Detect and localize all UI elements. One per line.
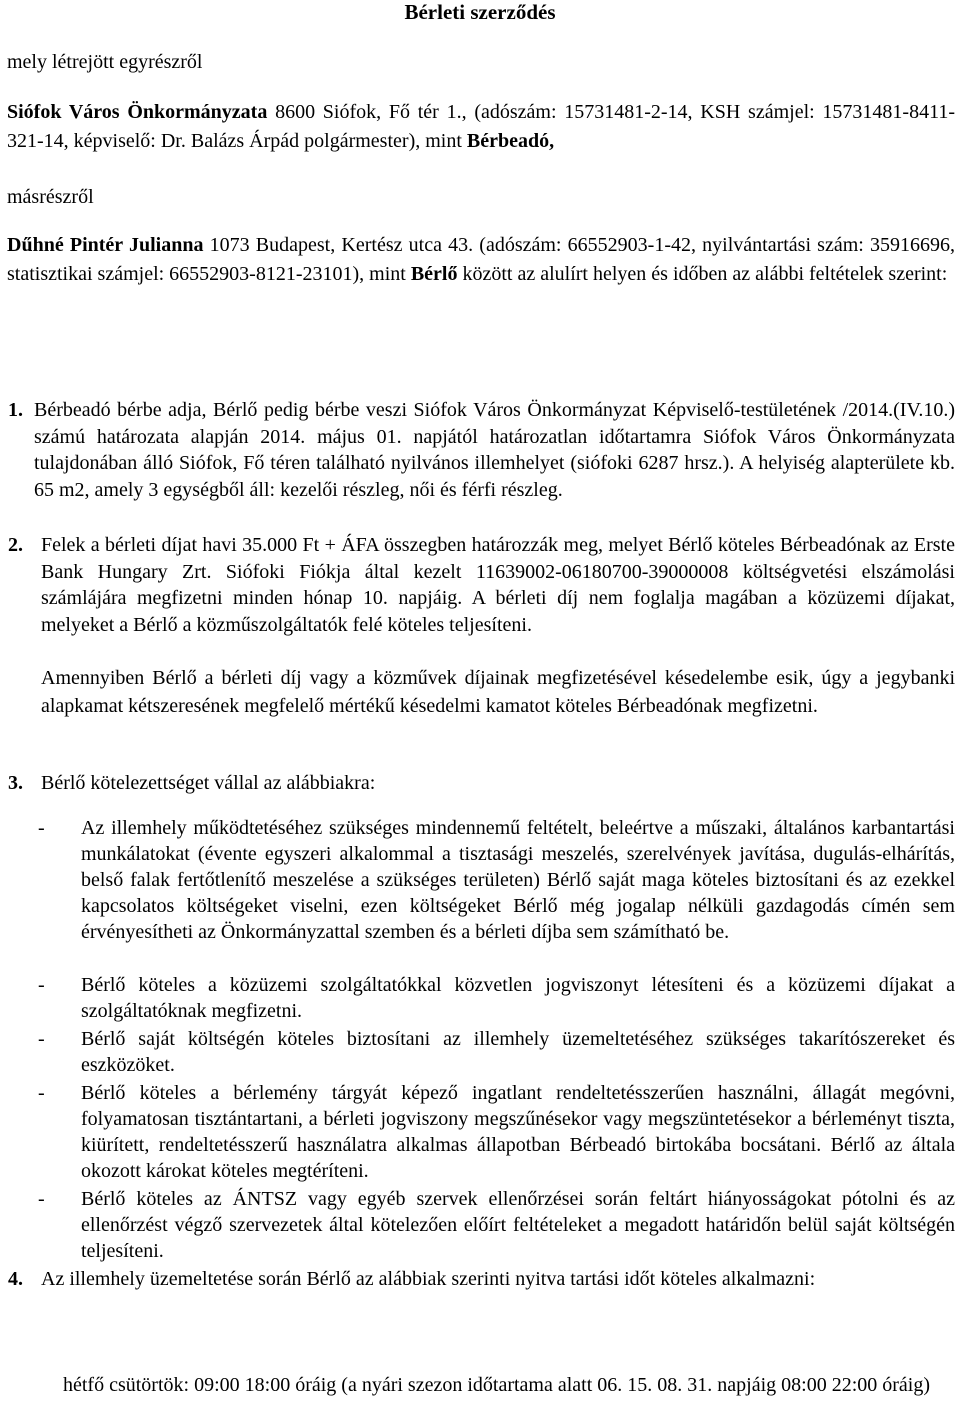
list-item: Bérlő köteles a közüzemi szolgáltatókkal közvetlen jogviszonyt létesíteni és a közüzemi díjakat a szolgáltatóknak megfizetni. — [81, 974, 955, 1022]
opening-hours: hétfő csütörtök: 09:00 18:00 óráig (a nyári szezon időtartama alatt 06. 15. 08. 31. napjáig 08:00 22:00 óráig) — [63, 1374, 931, 1396]
section-4-text: Az illemhely üzemeltetése során Bérlő az alábbiak szerinti nyitva tartási időt köteles alkalmazni: — [41, 1268, 816, 1290]
list-item: Bérlő köteles az ÁNTSZ vagy egyéb szervek ellenőrzései során feltárt hiányosságokat pótolni és az ellenőrzést végző szervezetek által kötelezően előírt feltételeket a megadott határidőn belül saját költségén teljesíteni. — [81, 1188, 955, 1262]
tenant-name: Dűhné Pintér Julianna — [7, 234, 204, 256]
section-1-number: 1. — [8, 399, 23, 421]
section-1-text: Bérbeadó bérbe adja, Bérlő pedig bérbe veszi Siófok Város Önkormányzat Képviselő-testületének /2014.(IV.10.) számú határozata alapján 2014. május 01. napjától határozatlan időtartamra Siófok Város Önkormányzata tulajdonában álló Siófok, Fő téren található nyilvános illemhelyet (siófoki 6287 hrsz.). A helyiség alapterülete kb. 65 m2, amely 3 egységből áll: kezelői részleg, női és férfi részleg. — [34, 399, 955, 501]
list-item: Bérlő saját költségén köteles biztosítani az illemhely üzemeltetéséhez szükséges takarítószereket és eszközöket. — [81, 1028, 955, 1076]
landlord-details: 8600 Siófok, Fő tér 1., (adószám: 15731481-2-14, KSH számjel: 15731481-8411-321-14, képviselő: Dr. Balázs Árpád polgármester), mint — [7, 101, 956, 152]
landlord-paragraph — [7, 98, 955, 155]
bullet-dash: - — [38, 1028, 45, 1050]
section-4-number: 4. — [8, 1268, 23, 1290]
bullet-dash: - — [38, 817, 45, 839]
tenant-paragraph — [7, 231, 955, 288]
tenant-closing: között az alulírt helyen és időben az alábbi feltételek szerint: — [457, 262, 948, 285]
tenant-details: 1073 Budapest, Kertész utca 43. (adószám: 66552903-1-42, nyilvántartási szám: 35916696, statisztikai számjel: 66552903-8121-23101), mint — [7, 234, 955, 285]
bullet-dash: - — [38, 1082, 45, 1104]
section-2-number: 2. — [8, 534, 23, 556]
list-item: Bérlő köteles a bérlemény tárgyát képező ingatlant rendeltetésszerűen használni, állagát megóvni, folyamatosan tisztántartani, a bérleti jogviszony megszűnésekor vagy megszüntetésekor a bérleményt tiszta, kiürített, rendeltetésszerű használatra alkalmas állapotban Bérbeadó birtokába bocsátani. Bérlő az általa okozott károkat köteles megtéríteni. — [81, 1082, 955, 1182]
section-2-text: Felek a bérleti díjat havi 35.000 Ft + ÁFA összegben határozzák meg, melyet Bérlő köteles Bérbeadónak az Erste Bank Hungary Zrt. Siófoki Fiókja által kezelt 11639002-06180700-39000008 költségvetési elszámolási számlájára megfizetni minden hónap 10. napjáig. A bérleti díj nem foglalja magában a közüzemi díjakat, melyeket a Bérlő a közműszolgáltatók felé köteles teljesíteni. — [41, 534, 955, 636]
bullet-dash: - — [38, 1188, 45, 1210]
list-item: Az illemhely működtetéséhez szükséges mindennemű feltételt, beleértve a műszaki, általános karbantartási munkálatokat (évente egyszeri alkalommal a tisztasági meszelés, szerelvények javítása, dugulás-elhárítás, belső falak fertőtlenítő meszelése a szükséges területen) Bérlő saját maga köteles biztosítani és az ezekkel kapcsolatos költségeket viselni, ezen költségeket Bérlő még jogalap nélküli gazdagodás címén sem érvényesítheti az Önkormányzattal szemben és a bérleti díjba sem számítható be. — [81, 817, 955, 943]
section-3-number: 3. — [8, 772, 23, 794]
intro-text: mely létrejött egyrészről — [7, 51, 203, 73]
section-2-text-late-payment: Amennyiben Bérlő a bérleti díj vagy a közművek díjainak megfizetésével késedelembe esik, úgy a jegybanki alapkamat kétszeresének megfelelő mértékű késedelmi kamatot köteles Bérbeadónak megfizetni. — [41, 667, 955, 717]
tenant-role: Bérlő — [410, 262, 458, 285]
bullet-dash: - — [38, 974, 45, 996]
other-party-text: másrészről — [7, 186, 94, 208]
landlord-role: Bérbeadó, — [466, 129, 555, 152]
section-3-text: Bérlő kötelezettséget vállal az alábbiakra: — [41, 772, 376, 794]
document-title: Bérleti szerződés — [404, 0, 556, 24]
landlord-name: Siófok Város Önkormányzata — [7, 101, 268, 123]
